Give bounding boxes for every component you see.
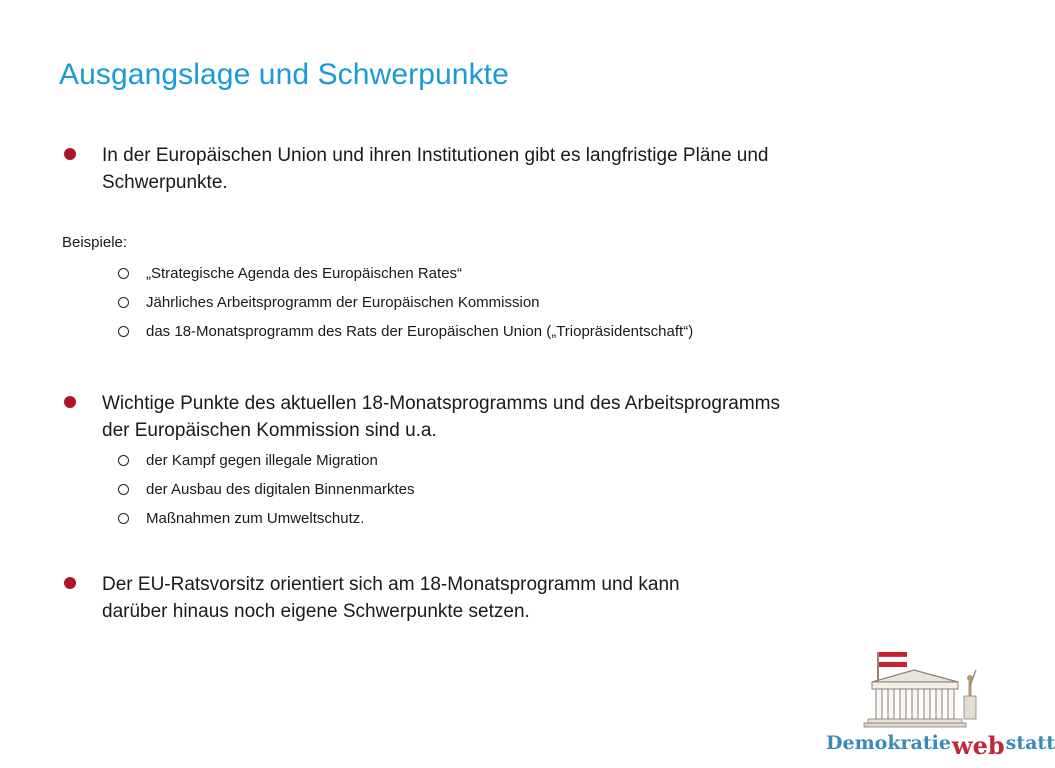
sub-item-text: Maßnahmen zum Umweltschutz.	[146, 510, 365, 527]
bullet-text	[102, 571, 680, 625]
sub-item-priority	[0, 510, 960, 530]
logo-text-part: statt	[1005, 732, 1055, 754]
bullet-dot-icon	[64, 577, 76, 589]
bullet-text	[102, 142, 769, 196]
sub-item-example	[0, 265, 960, 285]
examples-label: Beispiele:	[62, 234, 128, 251]
sub-item-text: der Ausbau des digitalen Binnenmarktes	[146, 481, 415, 498]
sub-item-priority	[0, 481, 960, 501]
bullet-line: Der EU-Ratsvorsitz orientiert sich am 18-Monatsprogramm und kann	[102, 574, 680, 595]
logo-wordmark	[826, 726, 1055, 760]
sub-bullet-icon	[118, 326, 129, 337]
slide-title: Ausgangslage und Schwerpunkte	[59, 58, 509, 91]
sub-item-priority	[0, 452, 960, 472]
bullet-dot-icon	[64, 148, 76, 160]
sub-bullet-icon	[118, 297, 129, 308]
demokratiewebstatt-logo	[820, 648, 1055, 760]
sub-bullet-icon	[118, 513, 129, 524]
bullet-line: Wichtige Punkte des aktuellen 18-Monatsprogramms und des Arbeitsprogramms	[102, 393, 780, 414]
sub-bullet-icon	[118, 268, 129, 279]
bullet-text	[102, 390, 780, 444]
sub-item-text: „Strategische Agenda des Europäischen Rates“	[146, 265, 463, 282]
sub-item-text: der Kampf gegen illegale Migration	[146, 452, 378, 469]
bullet-line: Schwerpunkte.	[102, 172, 228, 193]
sub-item-example	[0, 323, 960, 343]
bullet-priorities	[0, 390, 960, 444]
bullet-council-presidency	[0, 571, 960, 625]
logo-text-part: Demokratie	[826, 732, 951, 754]
sub-item-example	[0, 294, 960, 314]
bullet-dot-icon	[64, 396, 76, 408]
bullet-line: In der Europäischen Union und ihren Institutionen gibt es langfristige Pläne und	[102, 145, 769, 166]
sub-bullet-icon	[118, 484, 129, 495]
bullet-eu-plans	[0, 142, 960, 196]
sub-item-text: das 18-Monatsprogramm des Rats der Europäischen Union („Triopräsidentschaft“)	[146, 323, 694, 340]
parliament-building-icon	[820, 648, 1010, 732]
logo-text-part: web	[951, 731, 1005, 760]
sub-item-text: Jährliches Arbeitsprogramm der Europäischen Kommission	[146, 294, 540, 311]
sub-bullet-icon	[118, 455, 129, 466]
bullet-line: darüber hinaus noch eigene Schwerpunkte setzen.	[102, 601, 530, 622]
bullet-line: der Europäischen Kommission sind u.a.	[102, 420, 437, 441]
